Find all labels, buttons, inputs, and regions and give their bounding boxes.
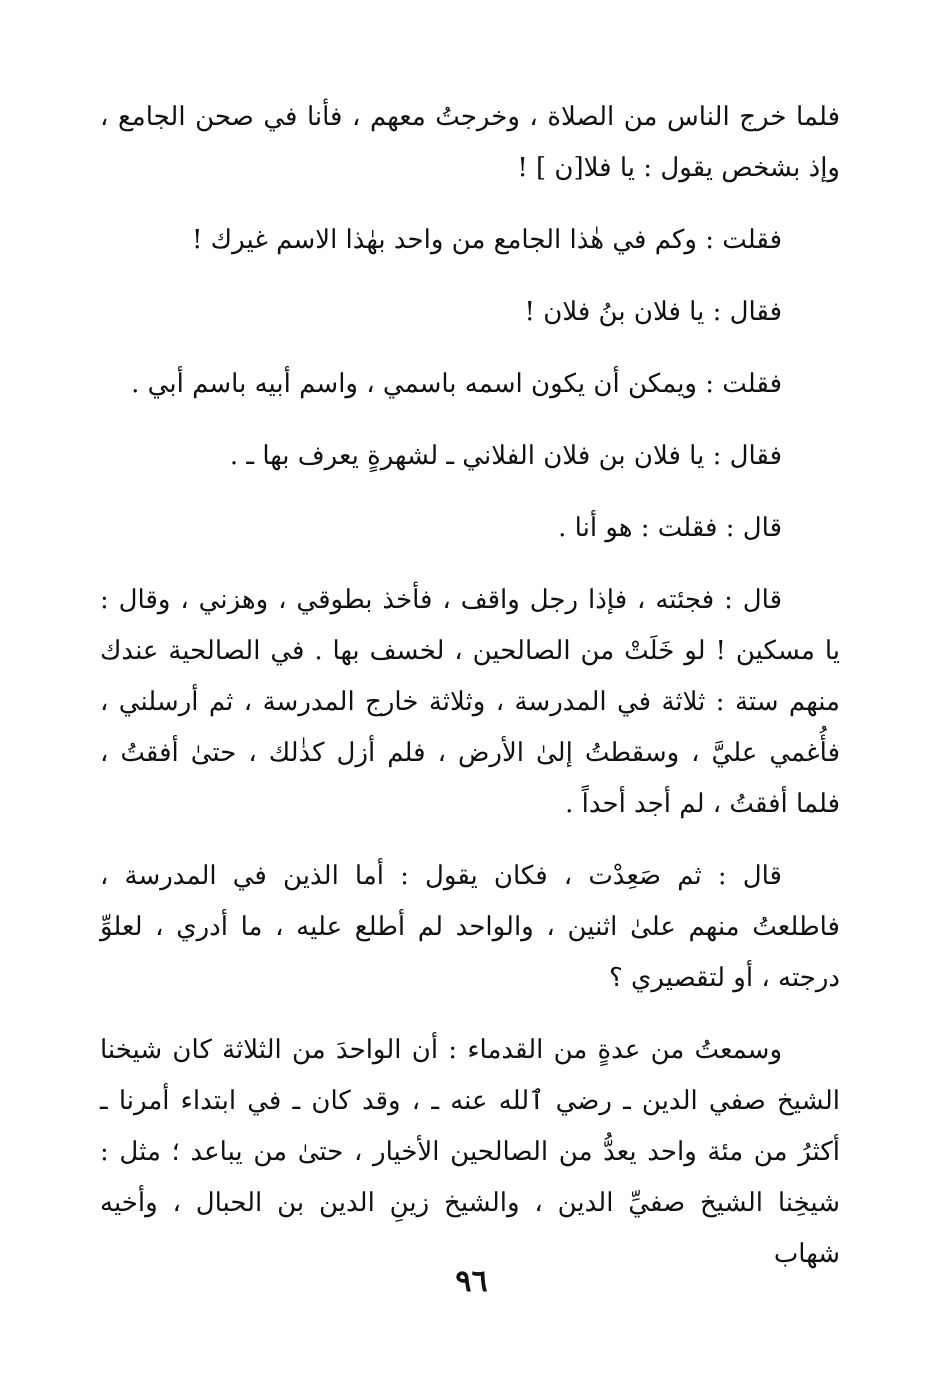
paragraph-5: فقال : يا فلان بن فلان الفلاني ـ لشهرةٍ يعرف بها ـ . (229, 441, 782, 471)
page-text-block (100, 92, 840, 1301)
paragraph-2: فقلت : وكم في هٰذا الجامع من واحد بهٰذا الاسم غيرك ! (191, 225, 782, 255)
paragraph-1: فلما خرج الناس من الصلاة ، وخرجتُ معهم ، فأنا في صحن الجامع ، وإذ بشخص يقول : يا فلا[ن ] ! (100, 102, 840, 183)
paragraph-7: قال : فجئته ، فإذا رجل واقف ، فأخذ بطوقي ، وهزني ، وقال : يا مسكين ! لو خَلَتْ من الصالحين ، لخسف بها . في الصالحية عندك منهم ستة : ثلاثة في المدرسة ، وثلاثة خارج المدرسة ، ثم أرسلني ، فأُغمي عليَّ ، وسقطتُ إلىٰ الأرض ، فلم أزل كذٰلك ، حتىٰ أفقتُ ، فلما أفقتُ ، لم أجد أحداً . (100, 585, 841, 819)
page-number: ٩٦ (455, 1264, 488, 1299)
paragraph-8: قال : ثم صَعِدْت ، فكان يقول : أما الذين في المدرسة ، فاطلعتُ منهم علىٰ اثنين ، والواحد لم أطلع عليه ، ما أدري ، لعلوِّ درجته ، أو لتقصيري ؟ (100, 861, 840, 993)
paragraph-9: وسمعتُ من عدةٍ من القدماء : أن الواحدَ من الثلاثة كان شيخنا الشيخ صفي الدين ـ رضي ٱلله عنه ـ ، وقد كان ـ في ابتداء أمرنا ـ أكثرُ من مئة واحد يعدُّ من الصالحين الأخيار ، حتىٰ من يباعد ؛ مثل : شيخِنا الشيخ صفيِّ الدين ، والشيخ زينِ الدين بن الحبال ، وأخيه شهاب (100, 1035, 840, 1269)
paragraph-3: فقال : يا فلان بنُ فلان ! (524, 297, 782, 327)
paragraph-6: قال : فقلت : هو أنا . (558, 513, 782, 543)
paragraph-4: فقلت : ويمكن أن يكون اسمه باسمي ، واسم أبيه باسم أبي . (131, 369, 782, 399)
